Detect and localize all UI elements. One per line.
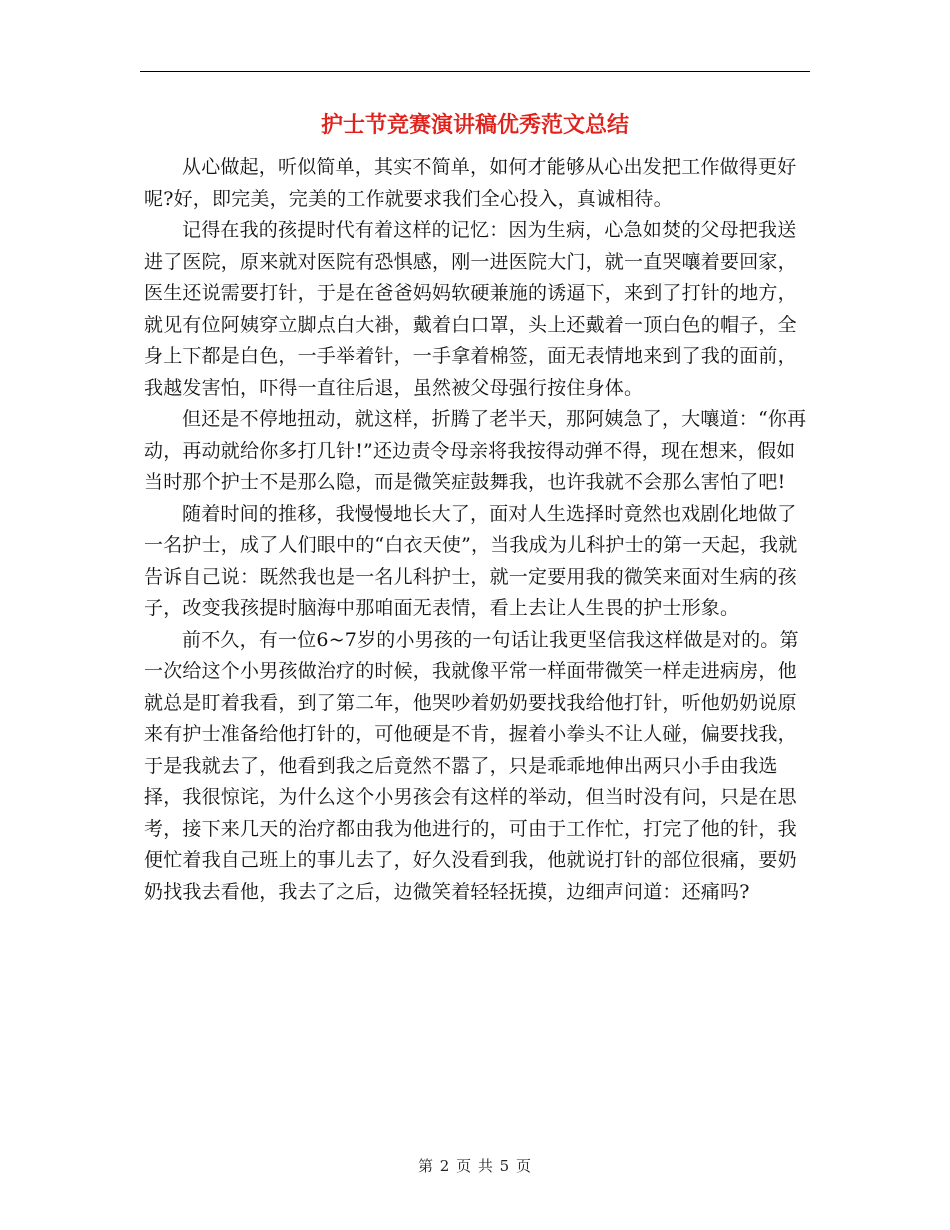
paragraph-5: 前不久，有一位6~7岁的小男孩的一句话让我更坚信我这样做是对的。第一次给这个小男孩做治疗的时候，我就像平常一样面带微笑一样走进病房，他就总是盯着我看，到了第二年，他哭吵着奶奶要找我给他打针，听他奶奶说原来有护士准备给他打针的，可他硬是不肯，握着小拳头不让人碰，偏要找我，于是我就去了，他看到我之后竟然不嚣了，只是乖乖地伸出两只小手由我选择，我很惊诧，为什么这个小男孩会有这样的举动，但当时没有问，只是在思考，接下来几天的治疗都由我为他进行的，可由于工作忙，打完了他的针，我便忙着我自己班上的事儿去了，好久没看到我，他就说打针的部位很痛，要奶奶找我去看他，我去了之后，边微笑着轻轻抚摸，边细声问道：还痛吗?: [144, 628, 799, 903]
paragraph-4: 随着时间的推移，我慢慢地长大了，面对人生选择时竟然也戏剧化地做了一名护士，成了人们眼中的“白衣天使”，当我成为儿科护士的第一天起，我就告诉自己说：既然我也是一名儿科护士，就一定要用我的微笑来面对生病的孩子，改变我孩提时脑海中那咱面无表情，看上去让人生畏的护士形象。: [144, 502, 798, 619]
document-body: [144, 152, 814, 908]
page-number: 第 2 页 共 5 页: [418, 1157, 532, 1175]
paragraph-2: 记得在我的孩提时代有着这样的记忆：因为生病，心急如焚的父母把我送进了医院，原来就对医院有恐惧感，刚一进医院大门，就一直哭嚷着要回家，医生还说需要打针，于是在爸爸妈妈软硬兼施的诱逼下，来到了打针的地方，就见有位阿姨穿立脚点白大褂，戴着白口罩，头上还戴着一顶白色的帽子，全身上下都是白色，一手举着针，一手拿着棉签，面无表情地来到了我的面前，我越发害怕，吓得一直往后退，虽然被父母强行按住身体。: [144, 219, 797, 399]
document-title: 护士节竞赛演讲稿优秀范文总结: [320, 112, 629, 138]
header-rule: [140, 71, 810, 72]
paragraph-1: 从心做起，听似简单，其实不简单，如何才能够从心出发把工作做得更好呢?好，即完美，完美的工作就要求我们全心投入，真诚相待。: [144, 156, 797, 210]
paragraph-3: 但还是不停地扭动，就这样，折腾了老半天，那阿姨急了，大嚷道：“你再动，再动就给你多打几针!”还边责令母亲将我按得动弹不得，现在想来，假如当时那个护士不是那么隐，而是微笑症鼓舞我，也许我就不会那么害怕了吧!: [144, 408, 807, 493]
